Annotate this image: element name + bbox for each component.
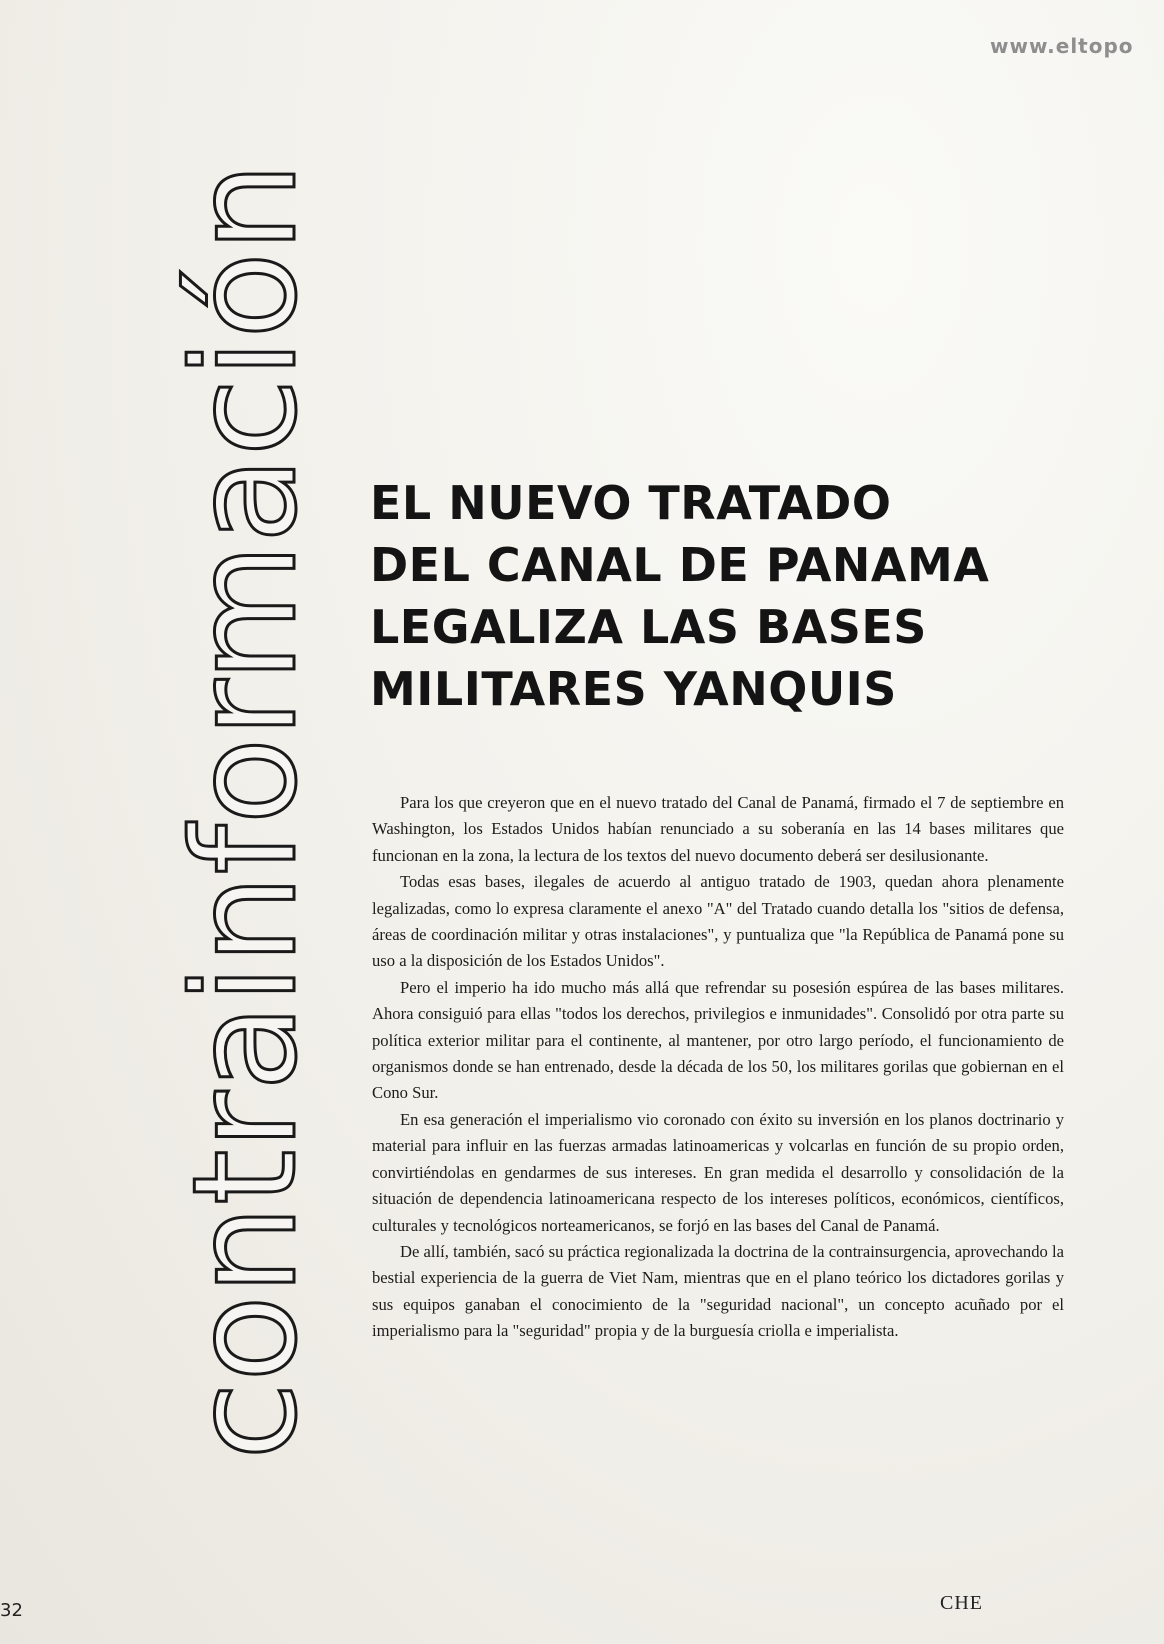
section-label <box>163 162 328 1460</box>
page-number: 32 <box>0 1600 23 1621</box>
section-label-text: contrainformación <box>163 162 328 1460</box>
article-paragraph: De allí, también, sacó su práctica regionalizada la doctrina de la contrainsurgencia, aprovechando la bestial experiencia de la guerra de Viet Nam, mientras que en el plano teórico los dictadores gorilas y sus equipos ganaban el conocimiento de la "seguridad nacional", un concepto acuñado por el imperialismo para la "seguridad" propia y de la burguesía criolla e imperialista. <box>372 1241 1064 1341</box>
headline <box>370 472 1070 720</box>
article-paragraph: Pero el imperio ha ido mucho más allá que refrendar su posesión espúrea de las bases militares. Ahora consiguió para ellas "todos los derechos, privilegios e inmunidades". Consolidó por otra parte su política exterior militar para el continente, al mantener, por otro largo período, el funcionamiento de organismos donde se han entrenado, desde la década de los 50, los militares gorilas que gobiernan en el Cono Sur. <box>372 977 1064 1103</box>
article-paragraph: Todas esas bases, ilegales de acuerdo al antiguo tratado de 1903, quedan ahora plenamente legalizadas, como lo expresa claramente el anexo "A" del Tratado cuando detalla los "sitios de defensa, áreas de coordinación militar y otras instalaciones", y puntualiza que "la República de Panamá pone su uso a la disposición de los Estados Unidos". <box>372 872 1064 971</box>
article-body <box>372 790 1064 1345</box>
headline-line: DEL CANAL DE PANAMA <box>370 538 990 592</box>
article-paragraph: En esa generación el imperialismo vio coronado con éxito su inversión en los planos doctrinario y material para influir en las fuerzas armadas latinoamericas y volcarlas en función de su propio orden, convirtiéndolas en gendarmes de sus intereses. En gran medida el desarrollo y consolidación de la situación de dependencia latinoamericana respecto de los intereses políticos, económicos, científicos, culturales y tecnológicos norteamericanos, se forjó en las bases del Canal de Panamá. <box>372 1109 1064 1235</box>
site-url-watermark: www.eltopo <box>990 34 1134 58</box>
author-signature: CHE <box>940 1592 983 1614</box>
headline-line: LEGALIZA LAS BASES <box>370 600 927 654</box>
headline-line: EL NUEVO TRATADO <box>370 476 892 530</box>
article-paragraph: Para los que creyeron que en el nuevo tratado del Canal de Panamá, firmado el 7 de septiembre en Washington, los Estados Unidos habían renunciado a su soberanía en las 14 bases militares que funcionan en la zona, la lectura de los textos del nuevo documento deberá ser desilusionante. <box>372 793 1064 865</box>
headline-line: MILITARES YANQUIS <box>370 662 897 716</box>
